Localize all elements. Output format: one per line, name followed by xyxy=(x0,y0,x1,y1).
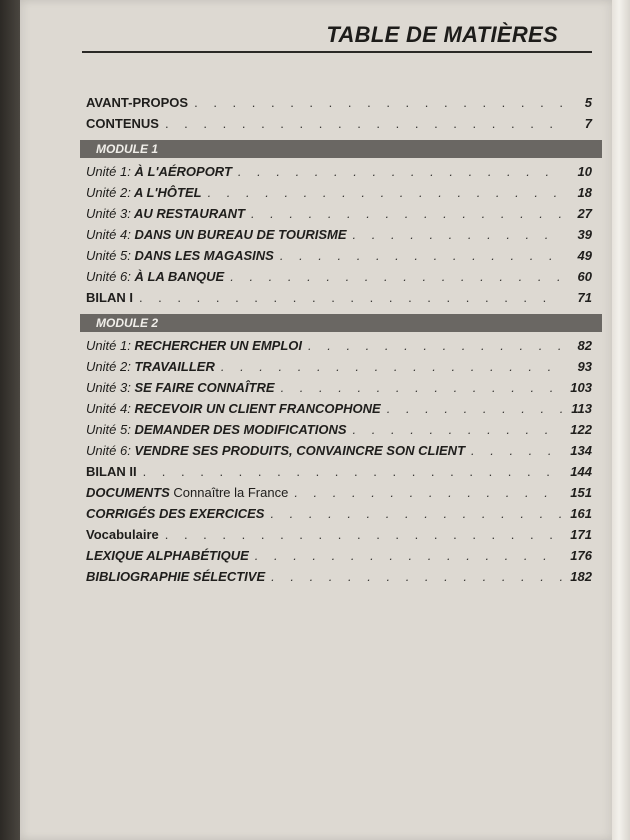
toc-entry-label xyxy=(86,485,288,500)
unit-title: À L'AÉROPORT xyxy=(134,164,232,179)
toc-entry-m1-unit5[interactable] xyxy=(86,248,592,269)
toc-entry-page: 18 xyxy=(577,185,592,200)
unit-title: RECEVOIR UN CLIENT FRANCOPHONE xyxy=(134,401,381,416)
toc-entry-label: CONTENUS xyxy=(86,116,159,131)
unit-title: DANS UN BUREAU DE TOURISME xyxy=(134,227,347,242)
toc-entry-page: 122 xyxy=(570,422,592,437)
toc-entry-page: 39 xyxy=(577,227,592,242)
table-of-contents xyxy=(86,95,592,590)
toc-entry-m2-unit3[interactable] xyxy=(86,380,592,401)
unit-number: Unité 2: xyxy=(86,359,131,374)
dot-leader xyxy=(353,422,562,437)
unit-number: Unité 4: xyxy=(86,227,131,242)
toc-entry-m2-unit2[interactable] xyxy=(86,359,592,380)
toc-entry-label xyxy=(86,422,347,437)
toc-entry-corriges[interactable] xyxy=(86,506,592,527)
dot-leader xyxy=(143,464,562,479)
toc-entry-page: 182 xyxy=(570,569,592,584)
unit-title: À LA BANQUE xyxy=(134,269,225,284)
toc-entry-label: BILAN II xyxy=(86,464,137,479)
toc-entry-bilan-1[interactable] xyxy=(86,290,592,311)
toc-entry-m1-unit4[interactable] xyxy=(86,227,592,248)
toc-entry-documents[interactable] xyxy=(86,485,592,506)
toc-entry-page: 161 xyxy=(570,506,592,521)
unit-number: Unité 2: xyxy=(86,185,131,200)
unit-number: Unité 1: xyxy=(86,164,131,179)
toc-entry-label xyxy=(86,338,302,353)
toc-entry-label xyxy=(86,380,275,395)
unit-number: Unité 5: xyxy=(86,422,131,437)
toc-entry-m2-unit5[interactable] xyxy=(86,422,592,443)
toc-entry-label: Vocabulaire xyxy=(86,527,159,542)
unit-number: Unité 1: xyxy=(86,338,131,353)
toc-entry-page: 134 xyxy=(570,443,592,458)
dot-leader xyxy=(165,116,562,131)
page-title: TABLE DE MATIÈRES xyxy=(326,22,558,47)
toc-entry-page: 10 xyxy=(577,164,592,179)
toc-entry-page: 5 xyxy=(584,95,592,110)
toc-entry-page: 151 xyxy=(570,485,592,500)
unit-number: Unité 3: xyxy=(86,206,131,221)
dot-leader xyxy=(270,506,562,521)
toc-entry-label xyxy=(86,401,381,416)
dot-leader xyxy=(221,359,562,374)
toc-entry-label: BILAN I xyxy=(86,290,133,305)
dot-leader xyxy=(353,227,562,242)
toc-entry-bibliographie[interactable] xyxy=(86,569,592,590)
toc-entry-label: CORRIGÉS DES EXERCICES xyxy=(86,506,265,521)
dot-leader xyxy=(294,485,562,500)
dot-leader xyxy=(387,401,562,416)
toc-entry-m1-unit1[interactable] xyxy=(86,164,592,185)
dot-leader xyxy=(251,206,562,221)
title-underline xyxy=(82,51,592,53)
unit-title: RECHERCHER UN EMPLOI xyxy=(134,338,303,353)
toc-entry-page: 103 xyxy=(570,380,592,395)
unit-title: TRAVAILLER xyxy=(134,359,215,374)
toc-entry-page: 93 xyxy=(577,359,592,374)
toc-entry-label xyxy=(86,185,202,200)
toc-entry-label xyxy=(86,248,274,263)
unit-title: SE FAIRE CONNAÎTRE xyxy=(134,380,275,395)
dot-leader xyxy=(471,443,562,458)
unit-title: DANS LES MAGASINS xyxy=(134,248,274,263)
unit-number: Unité 3: xyxy=(86,380,131,395)
toc-entry-bilan-2[interactable] xyxy=(86,464,592,485)
dot-leader xyxy=(280,248,562,263)
book-page xyxy=(20,0,616,840)
toc-entry-page: 71 xyxy=(577,290,592,305)
toc-entry-avant-propos[interactable] xyxy=(86,95,592,116)
toc-entry-page: 27 xyxy=(577,206,592,221)
toc-entry-lexique[interactable] xyxy=(86,548,592,569)
toc-entry-page: 60 xyxy=(577,269,592,284)
dot-leader xyxy=(238,164,562,179)
toc-entry-page: 7 xyxy=(584,116,592,131)
toc-entry-m2-unit4[interactable] xyxy=(86,401,592,422)
toc-entry-page: 171 xyxy=(570,527,592,542)
toc-entry-label xyxy=(86,359,215,374)
documents-heading: DOCUMENTS xyxy=(86,485,170,500)
book-spine-shadow xyxy=(0,0,20,840)
documents-subtitle: Connaître la France xyxy=(173,485,289,500)
toc-entry-label xyxy=(86,206,245,221)
toc-entry-label xyxy=(86,227,347,242)
toc-entry-m1-unit3[interactable] xyxy=(86,206,592,227)
dot-leader xyxy=(255,548,562,563)
toc-entry-m1-unit6[interactable] xyxy=(86,269,592,290)
toc-entry-label xyxy=(86,269,224,284)
toc-entry-page: 49 xyxy=(577,248,592,263)
toc-entry-page: 113 xyxy=(571,401,592,416)
unit-number: Unité 5: xyxy=(86,248,131,263)
toc-entry-label xyxy=(86,443,465,458)
unit-title: AU RESTAURANT xyxy=(133,206,245,221)
toc-entry-label: BIBLIOGRAPHIE SÉLECTIVE xyxy=(86,569,266,584)
unit-number: Unité 4: xyxy=(86,401,131,416)
toc-entry-page: 176 xyxy=(570,548,592,563)
dot-leader xyxy=(271,569,562,584)
unit-number: Unité 6: xyxy=(86,269,131,284)
toc-entry-m2-unit1[interactable] xyxy=(86,338,592,359)
toc-entry-page: 82 xyxy=(577,338,592,353)
dot-leader xyxy=(194,95,562,110)
page-stack-edge xyxy=(612,0,630,840)
unit-title: A L'HÔTEL xyxy=(133,185,202,200)
toc-entry-m2-unit6[interactable] xyxy=(86,443,592,464)
toc-entry-label: LEXIQUE ALPHABÉTIQUE xyxy=(86,548,249,563)
dot-leader xyxy=(165,527,562,542)
unit-title: DEMANDER DES MODIFICATIONS xyxy=(134,422,347,437)
toc-entry-m1-unit2[interactable] xyxy=(86,185,592,206)
toc-entry-page: 144 xyxy=(570,464,592,479)
module-1-header: MODULE 1 xyxy=(80,140,602,158)
unit-number: Unité 6: xyxy=(86,443,131,458)
module-2-header: MODULE 2 xyxy=(80,314,602,332)
unit-title: VENDRE SES PRODUITS, CONVAINCRE SON CLIENT xyxy=(134,443,466,458)
dot-leader xyxy=(230,269,562,284)
toc-entry-vocabulaire[interactable] xyxy=(86,527,592,548)
dot-leader xyxy=(308,338,562,353)
toc-entry-label: AVANT-PROPOS xyxy=(86,95,189,110)
toc-entry-contenus[interactable] xyxy=(86,116,592,137)
toc-entry-label xyxy=(86,164,232,179)
dot-leader xyxy=(139,290,562,305)
dot-leader xyxy=(281,380,562,395)
dot-leader xyxy=(208,185,562,200)
